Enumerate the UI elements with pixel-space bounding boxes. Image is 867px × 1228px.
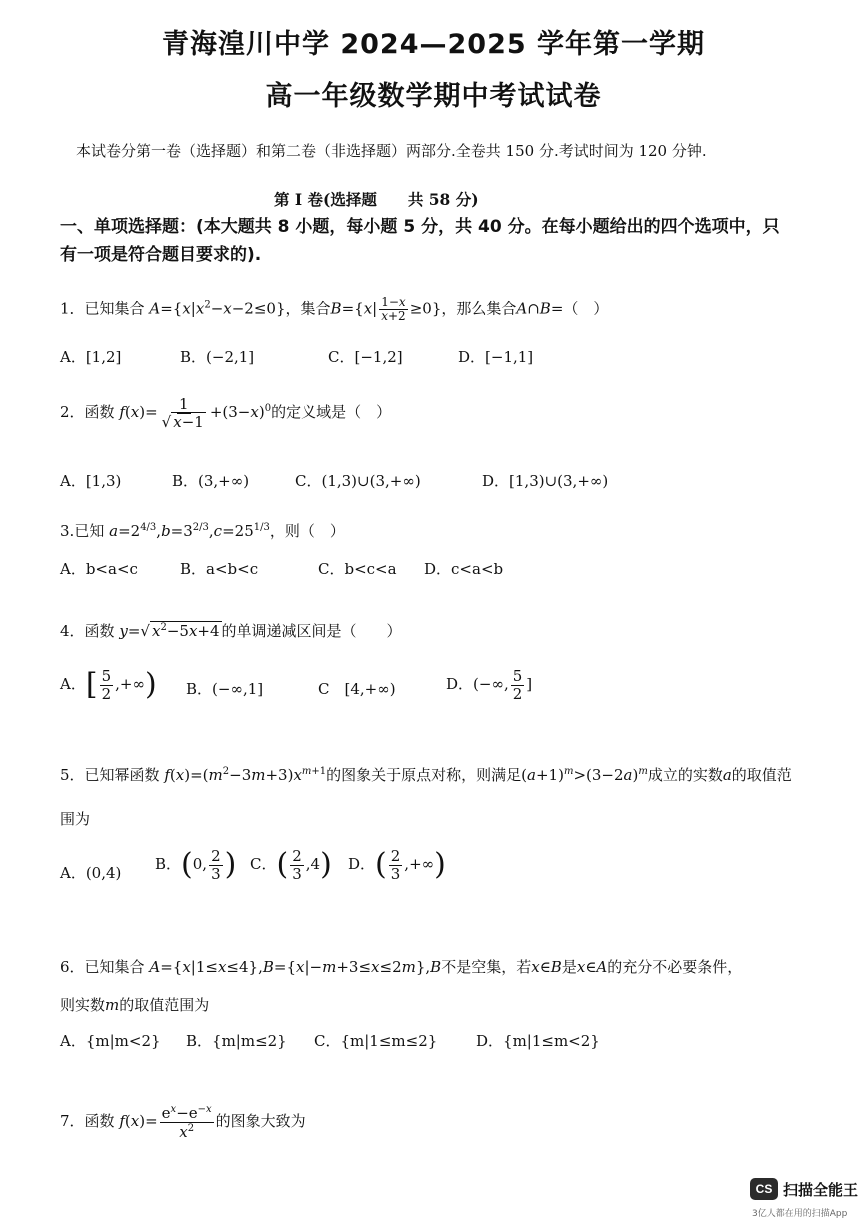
q3-option-c: C．b<c<a [318, 560, 397, 578]
q1-option-b: B．(−2,1] [180, 348, 255, 366]
q5-option-d: D．( $\frac{2}{3}$ ,+∞) [348, 847, 446, 883]
question-7: 7．函数 f(x)= $\frac{e^x-e^{-x}}{x^2}$ 的图象大致为 [60, 1104, 306, 1141]
q6-option-b: B．{m|m≤2} [186, 1032, 287, 1050]
scanner-app-name: 扫描全能王 [783, 1180, 859, 1199]
question-5-line2: 围为 [60, 810, 91, 828]
question-6-line2: 则实数m的取值范围为 [60, 996, 210, 1014]
question-text: 已知集合 [84, 299, 145, 318]
section-title-line1: 一、单项选择题：(本大题共 8 小题，每小题 5 分，共 40 分。在每小题给出的四个选项中，只 [60, 217, 780, 237]
q1-option-a: A．[1,2] [60, 348, 122, 366]
q4-option-c: C [4,+∞) [318, 680, 396, 698]
q6-option-c: C．{m|1≤m≤2} [314, 1032, 438, 1050]
exam-intro: 本试卷分第一卷（选择题）和第二卷（非选择题）两部分.全卷共 150 分.考试时间为 120 分钟. [76, 142, 707, 160]
part-heading: 第 I 卷(选择题 共 58 分) [274, 190, 479, 209]
q6-option-d: D．{m|1≤m<2} [476, 1032, 600, 1050]
section-title-line2: 有一项是符合题目要求的). [60, 245, 262, 265]
question-5: 5．已知幂函数 $f(x)=(m^2-3m+3)x^{m+1}$的图象关于原点对称，则满足$(a+1)^m>(3-2a)^m$成立的实数a的取值范 [60, 766, 792, 784]
q2-option-c: C．(1,3)∪(3,+∞) [295, 472, 421, 490]
q4-option-a: A．[ $\frac{5}{2}$ ,+∞) [60, 667, 157, 703]
question-4: 4．函数 y=√ $x^2-5x+4$ 的单调递减区间是（ ） [60, 622, 402, 640]
q1-option-d: D．[−1,1] [458, 348, 534, 366]
q2-option-a: A．[1,3) [60, 472, 122, 490]
q4-option-b: B．(−∞,1] [186, 680, 264, 698]
q2-option-d: D．[1,3)∪(3,+∞) [482, 472, 609, 490]
q5-option-c: C．( $\frac{2}{3}$ ,4) [250, 847, 332, 883]
q3-option-d: D．c<a<b [424, 560, 504, 578]
question-2: 2．函数 f(x)= $\frac{1}{√ x-1}$ $+(3-x)^0$的定义域是（ ） [60, 395, 392, 431]
scanner-logo-icon: CS [750, 1178, 778, 1200]
question-6: 6．已知集合 A={x|1≤x≤4},B={x|−m+3≤x≤2m},B不是空集，若x∈B是x∈A的充分不必要条件， [60, 958, 743, 976]
q2-option-b: B．(3,+∞) [172, 472, 250, 490]
exam-title-line1: 青海湟川中学 2024—2025 学年第一学期 [161, 29, 706, 60]
scanner-tagline: 3亿人都在用的扫描App [752, 1209, 848, 1219]
question-number: 1． [60, 299, 85, 318]
q1-option-c: C．[−1,2] [328, 348, 403, 366]
question-3: 3.已知 $a=2^{4/3},b=3^{2/3},c=25^{1/3}$，则（ ） [60, 522, 345, 540]
question-1: 1．已知集合 $A=\{x|x^2-x-2\le 0\}$，集合B={x| $\frac{1-x}{x+2}$ ≥0}，那么集合A∩B=（ ） [60, 295, 609, 324]
scanner-watermark [750, 1178, 858, 1200]
q5-option-b: B．(0, $\frac{2}{3}$ ) [155, 847, 237, 883]
q3-option-a: A．b<a<c [60, 560, 138, 578]
q5-option-a: A．(0,4) [60, 864, 122, 882]
exam-title-line2: 高一年级数学期中考试试卷 [265, 81, 602, 112]
q6-option-a: A．{m|m<2} [60, 1032, 161, 1050]
q4-option-d: D．(−∞, $\frac{5}{2}$ ] [446, 667, 533, 703]
q3-option-b: B．a<b<c [180, 560, 259, 578]
